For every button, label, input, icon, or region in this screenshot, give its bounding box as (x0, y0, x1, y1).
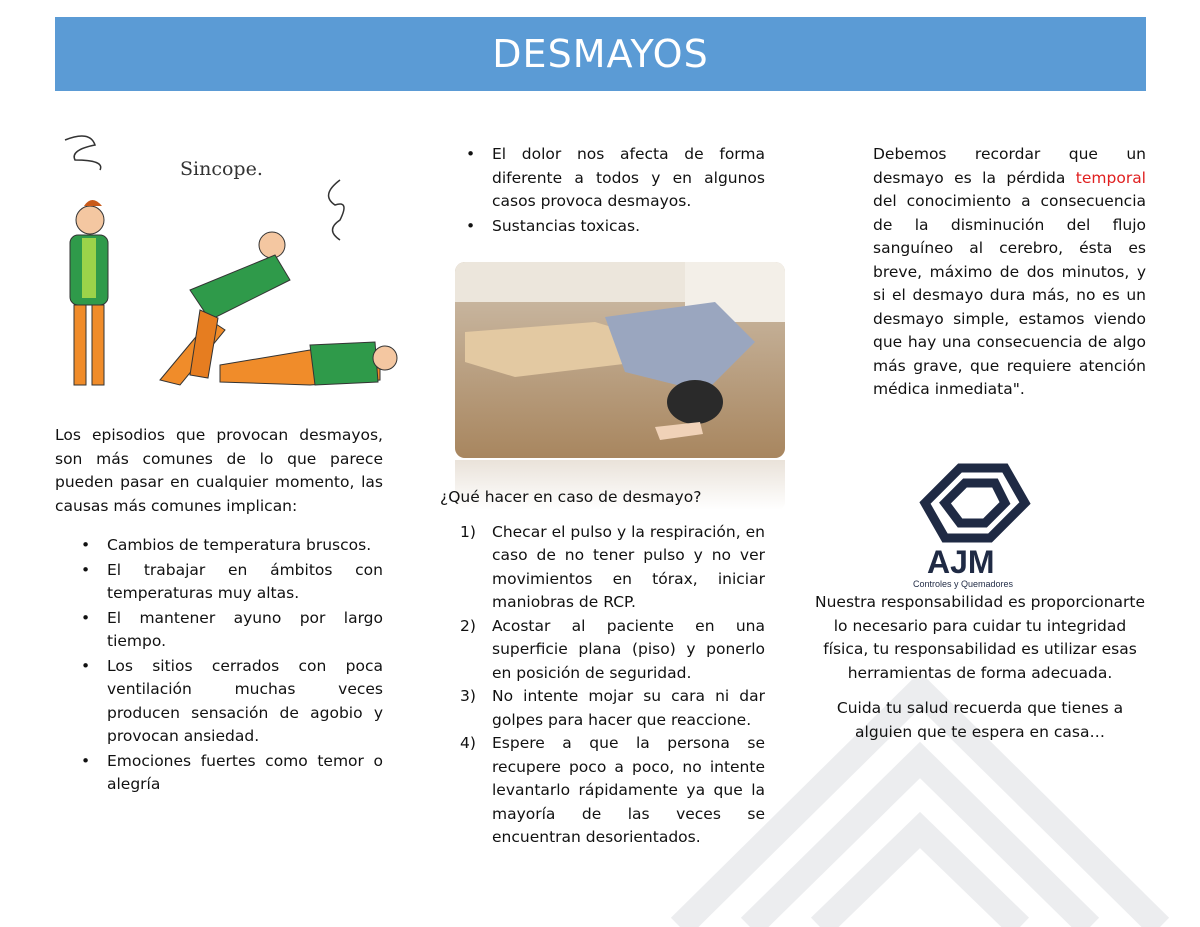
page-title: DESMAYOS (492, 32, 709, 76)
list-item: • Emociones fuertes como temor o alegría (55, 750, 383, 797)
step-number: 2) (460, 616, 476, 635)
step-number: 4) (460, 734, 476, 752)
reminder-text: Debemos recordar que un desmayo es la pérdida (873, 145, 1146, 187)
causes-list-continued (440, 143, 765, 238)
list-item: • El dolor nos afecta de forma diferente a todos y en algunos casos provoca desmayos. (440, 143, 765, 214)
logo-tagline: Controles y Quemadores (913, 579, 1014, 589)
step-number: 1) (460, 522, 476, 541)
list-item: • El trabajar en ámbitos con temperaturas muy altas. (55, 559, 383, 606)
step-text: No intente mojar su cara ni dar golpes para hacer que reaccione. (492, 687, 765, 729)
step-text: Checar el pulso y la respiración, en caso de no tener pulso y no ver movimientos en tórax, iniciar maniobras de RCP. (492, 522, 765, 611)
step-text: Espere a que la persona se recupere poco a poco, no intente levantarlo rápidamente ya que la mayoría de las veces se encuentran desorientados. (492, 734, 765, 846)
title-banner (55, 17, 1146, 91)
middle-column-top (440, 143, 765, 239)
illustration-caption: Sincope. (180, 158, 263, 180)
left-column (55, 424, 383, 798)
logo-name: AJM (927, 544, 995, 580)
middle-column-bottom (440, 486, 765, 850)
ajm-logo (905, 463, 1045, 593)
step-text: Acostar al paciente en una superficie plana (piso) y ponerlo en posición de seguridad. (492, 616, 765, 682)
fainted-person-photo (455, 262, 785, 458)
closing-text: Cuida tu salud recuerda que tienes a alguien que te espera en casa… (836, 699, 1124, 741)
fainting-illustration (40, 120, 410, 415)
list-item: • Cambios de temperatura bruscos. (55, 534, 383, 558)
step-number: 3) (460, 687, 476, 705)
list-item (440, 615, 765, 686)
intro-paragraph: Los episodios que provocan desmayos, son más comunes de lo que parece pueden pasar en cualquier momento, las causas más comunes implican: (55, 426, 383, 515)
highlight-word: temporal (1075, 168, 1146, 187)
list-item (440, 732, 765, 850)
causes-list (55, 534, 383, 797)
reminder-paragraph (873, 143, 1146, 402)
list-item: • El mantener ayuno por largo tiempo. (55, 607, 383, 654)
list-item (440, 521, 765, 615)
responsibility-block (815, 591, 1145, 744)
list-item (440, 685, 765, 732)
question-heading: ¿Qué hacer en caso de desmayo? (440, 488, 702, 506)
responsibility-text: Nuestra responsabilidad es proporcionarte lo necesario para cuidar tu integridad física, tu responsabilidad es utilizar esas herramientas de forma adecuada. (815, 593, 1145, 682)
list-item: • Los sitios cerrados con poca ventilación muchas veces producen sensación de agobio y provocan ansiedad. (55, 655, 383, 749)
steps-list (440, 521, 765, 850)
reminder-text-continued: del conocimiento a consecuencia de la disminución del flujo sanguíneo al cerebro, ésta es breve, máximo de dos minutos, y si el desmayo dura más, no es un desmayo simple, estamos viendo que hay una consecuencia de algo más grave, que requiere atención médica inmediata". (873, 192, 1146, 398)
list-item: • Sustancias toxicas. (440, 215, 765, 239)
